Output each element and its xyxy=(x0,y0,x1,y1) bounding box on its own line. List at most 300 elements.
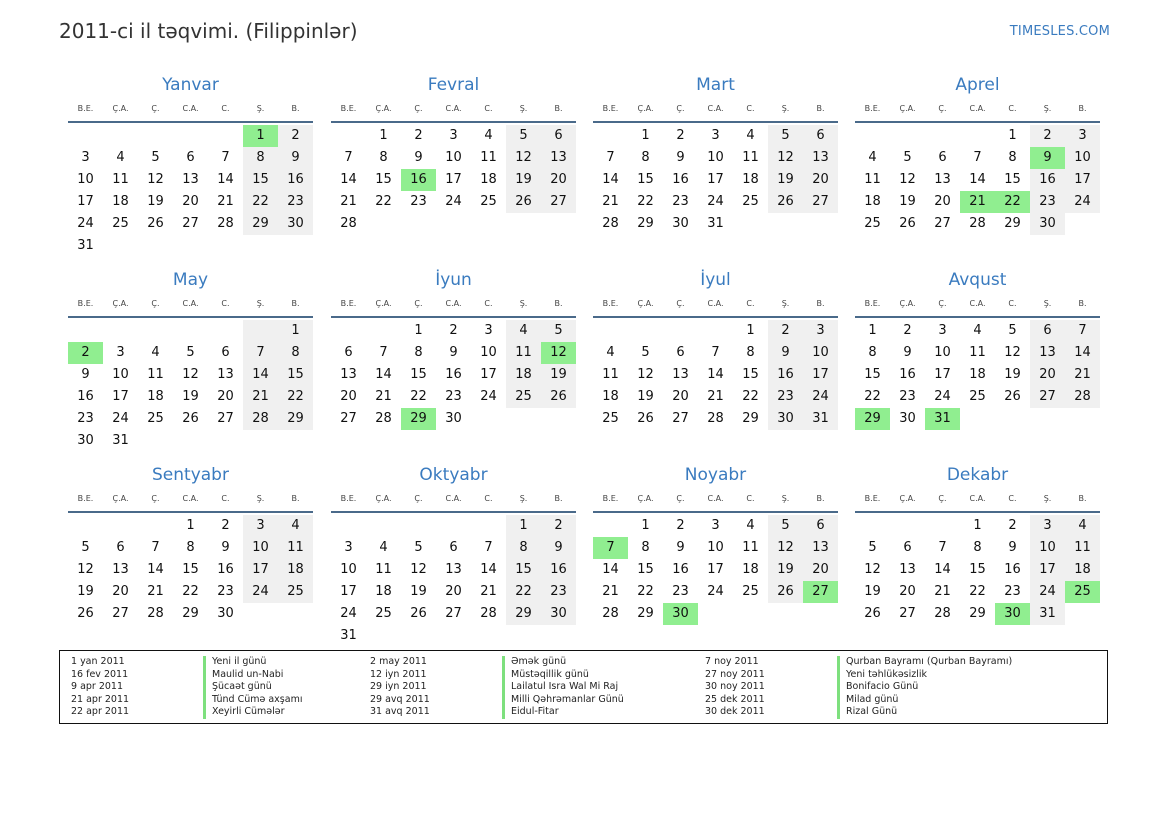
day-cell: 10 xyxy=(77,172,94,187)
month-calendar xyxy=(593,464,838,625)
day-cell: 14 xyxy=(375,367,392,382)
weekday-label: B.E. xyxy=(602,299,619,308)
day-cell: 1 xyxy=(414,323,423,338)
day-cell: 5 xyxy=(414,540,423,555)
holiday-name: Lailatul Isra Wal Mi Raj xyxy=(502,681,618,694)
day-cell: 6 xyxy=(676,345,685,360)
day-cell: 22 xyxy=(278,386,313,408)
day-cell: 20 xyxy=(340,389,357,404)
day-cell: 17 xyxy=(340,584,357,599)
day-cell: 15 xyxy=(243,169,278,191)
empty-cell xyxy=(436,213,471,235)
day-cell: 9 xyxy=(278,147,313,169)
header-rule xyxy=(593,121,838,123)
day-cell: 30 xyxy=(217,606,234,621)
weekday-label: Ç.A. xyxy=(375,299,392,308)
day-cell: 17 xyxy=(480,367,497,382)
day-cell: 16 xyxy=(1004,562,1021,577)
holiday-column xyxy=(370,656,624,719)
day-cell: 17 xyxy=(243,559,278,581)
month-name: İyun xyxy=(435,270,472,290)
day-cell: 16 xyxy=(1030,169,1065,191)
day-cell: 27 xyxy=(899,606,916,621)
weekday-label: Ç.A. xyxy=(899,299,916,308)
day-cell: 22 xyxy=(243,191,278,213)
day-cell: 7 xyxy=(711,345,720,360)
empty-cell xyxy=(1065,408,1100,430)
day-cell: 8 xyxy=(243,147,278,169)
day-cell: 5 xyxy=(903,150,912,165)
day-cell: 22 xyxy=(506,581,541,603)
day-cell: 9 xyxy=(903,345,912,360)
day-cell: 26 xyxy=(77,606,94,621)
month-calendar xyxy=(68,464,313,625)
day-cell: 4 xyxy=(1065,515,1100,537)
day-cell: 6 xyxy=(541,125,576,147)
day-cell: 23 xyxy=(672,194,689,209)
empty-cell xyxy=(803,213,838,235)
day-cell: 29 xyxy=(1004,216,1021,231)
day-cell: 5 xyxy=(1008,323,1017,338)
month-name: Sentyabr xyxy=(152,465,229,485)
day-cell: 2 xyxy=(903,323,912,338)
holiday-row xyxy=(71,694,302,707)
day-cell: 27 xyxy=(803,581,838,603)
holiday-name: Rizal Günü xyxy=(837,706,897,719)
day-cell: 18 xyxy=(864,194,881,209)
day-cell: 8 xyxy=(506,537,541,559)
day-cell: 28 xyxy=(217,216,234,231)
day-cell: 18 xyxy=(1065,559,1100,581)
day-cell: 11 xyxy=(742,540,759,555)
day-cell: 22 xyxy=(637,194,654,209)
day-cell: 8 xyxy=(414,345,423,360)
empty-cell xyxy=(68,515,103,537)
weekday-label: C. xyxy=(221,299,230,308)
weekday-label: Ç. xyxy=(414,104,423,113)
day-cell: 28 xyxy=(375,411,392,426)
day-cell: 9 xyxy=(1008,540,1017,555)
day-cell: 21 xyxy=(375,389,392,404)
weekday-header xyxy=(331,492,576,506)
empty-cell xyxy=(103,320,138,342)
weekday-header xyxy=(331,297,576,311)
day-cell: 8 xyxy=(746,345,755,360)
day-cell: 2 xyxy=(414,128,423,143)
weekday-header xyxy=(68,102,313,116)
day-cell: 11 xyxy=(480,150,497,165)
holiday-name: Qurban Bayramı (Qurban Bayramı) xyxy=(837,656,1012,669)
empty-cell xyxy=(331,515,366,537)
holiday-row xyxy=(705,656,1012,669)
day-cell: 28 xyxy=(147,606,164,621)
empty-cell xyxy=(803,603,838,625)
weekday-label: C.A. xyxy=(182,299,199,308)
day-cell: 16 xyxy=(217,562,234,577)
weekday-label: B. xyxy=(1078,494,1087,503)
day-cell: 5 xyxy=(541,320,576,342)
weekday-label: Ş. xyxy=(519,494,528,503)
holiday-name: Müstəqillik günü xyxy=(502,669,589,682)
empty-cell xyxy=(331,125,366,147)
day-cell: 23 xyxy=(768,386,803,408)
day-cell: 28 xyxy=(707,411,724,426)
day-cell: 23 xyxy=(1004,584,1021,599)
day-cell: 10 xyxy=(803,342,838,364)
empty-cell xyxy=(1065,213,1100,235)
day-cell: 9 xyxy=(414,150,423,165)
day-cell: 9 xyxy=(676,150,685,165)
empty-cell xyxy=(541,408,576,430)
day-cell: 19 xyxy=(864,584,881,599)
month-calendar xyxy=(593,74,838,235)
day-cell: 18 xyxy=(969,367,986,382)
holiday-row xyxy=(705,706,1012,719)
day-cell: 2 xyxy=(221,518,230,533)
day-cell: 21 xyxy=(960,191,995,213)
day-cell: 29 xyxy=(243,213,278,235)
day-cell: 18 xyxy=(480,172,497,187)
day-cell: 3 xyxy=(938,323,947,338)
day-cell: 2 xyxy=(278,125,313,147)
day-cell: 8 xyxy=(641,540,650,555)
empty-cell xyxy=(628,320,663,342)
day-cell: 13 xyxy=(803,147,838,169)
day-cell: 29 xyxy=(855,408,890,430)
day-cell: 24 xyxy=(934,389,951,404)
day-grid xyxy=(331,125,576,235)
weekday-label: B. xyxy=(554,299,563,308)
day-cell: 2 xyxy=(541,515,576,537)
month-name: Oktyabr xyxy=(419,465,488,485)
weekday-label: Ş. xyxy=(1043,494,1052,503)
day-cell: 30 xyxy=(663,603,698,625)
day-cell: 3 xyxy=(81,150,90,165)
day-cell: 20 xyxy=(672,389,689,404)
holiday-row xyxy=(370,706,624,719)
day-cell: 28 xyxy=(602,606,619,621)
month-calendar xyxy=(68,269,313,452)
day-cell: 22 xyxy=(969,584,986,599)
weekday-label: Ş. xyxy=(256,104,265,113)
day-cell: 16 xyxy=(768,364,803,386)
empty-cell xyxy=(208,125,243,147)
day-cell: 25 xyxy=(506,386,541,408)
day-cell: 22 xyxy=(182,584,199,599)
day-cell: 5 xyxy=(768,125,803,147)
day-cell: 10 xyxy=(707,150,724,165)
day-cell: 3 xyxy=(1030,515,1065,537)
holiday-date: 21 apr 2011 xyxy=(71,693,130,705)
weekday-label: B. xyxy=(291,494,300,503)
day-cell: 28 xyxy=(480,606,497,621)
empty-cell xyxy=(768,603,803,625)
day-cell: 24 xyxy=(707,194,724,209)
header-rule xyxy=(855,121,1100,123)
holiday-column xyxy=(71,656,302,719)
day-cell: 8 xyxy=(973,540,982,555)
weekday-label: C. xyxy=(1008,494,1017,503)
day-cell: 27 xyxy=(217,411,234,426)
day-cell: 9 xyxy=(1030,147,1065,169)
day-cell: 21 xyxy=(243,386,278,408)
day-cell: 11 xyxy=(742,150,759,165)
weekday-label: B. xyxy=(291,104,300,113)
day-cell: 27 xyxy=(541,191,576,213)
empty-cell xyxy=(541,213,576,235)
day-cell: 27 xyxy=(1030,386,1065,408)
holiday-row xyxy=(370,669,624,682)
empty-cell xyxy=(138,235,173,257)
day-cell: 11 xyxy=(506,342,541,364)
day-cell: 11 xyxy=(602,367,619,382)
day-cell: 15 xyxy=(1004,172,1021,187)
empty-cell xyxy=(855,125,890,147)
day-cell: 21 xyxy=(1065,364,1100,386)
day-cell: 17 xyxy=(77,194,94,209)
day-cell: 19 xyxy=(147,194,164,209)
weekday-label: Ç. xyxy=(676,104,685,113)
day-cell: 2 xyxy=(449,323,458,338)
day-cell: 19 xyxy=(410,584,427,599)
header-rule xyxy=(68,121,313,123)
weekday-label: B. xyxy=(1078,299,1087,308)
brand-link[interactable]: TIMESLES.COM xyxy=(1009,24,1110,39)
weekday-label: B.E. xyxy=(77,494,94,503)
empty-cell xyxy=(663,320,698,342)
weekday-header xyxy=(855,102,1100,116)
empty-cell xyxy=(103,235,138,257)
weekday-label: B.E. xyxy=(864,104,881,113)
day-grid xyxy=(331,320,576,430)
day-cell: 4 xyxy=(151,345,160,360)
day-cell: 18 xyxy=(278,559,313,581)
day-cell: 21 xyxy=(707,389,724,404)
weekday-label: B.E. xyxy=(340,494,357,503)
day-grid xyxy=(593,320,838,430)
day-cell: 3 xyxy=(484,323,493,338)
day-cell: 26 xyxy=(864,606,881,621)
weekday-label: C. xyxy=(746,104,755,113)
day-grid xyxy=(68,320,313,452)
header-rule xyxy=(68,511,313,513)
day-cell: 5 xyxy=(868,540,877,555)
day-grid xyxy=(855,320,1100,430)
day-cell: 23 xyxy=(410,194,427,209)
month-name: Aprel xyxy=(955,75,1000,95)
day-cell: 1 xyxy=(868,323,877,338)
day-cell: 15 xyxy=(182,562,199,577)
day-cell: 13 xyxy=(803,537,838,559)
day-cell: 12 xyxy=(541,342,576,364)
weekday-label: C. xyxy=(484,104,493,113)
day-cell: 24 xyxy=(480,389,497,404)
weekday-label: Ç.A. xyxy=(112,299,129,308)
day-cell: 11 xyxy=(864,172,881,187)
day-cell: 21 xyxy=(602,194,619,209)
day-cell: 14 xyxy=(480,562,497,577)
weekday-label: Ç.A. xyxy=(637,104,654,113)
day-cell: 7 xyxy=(151,540,160,555)
day-cell: 26 xyxy=(182,411,199,426)
day-cell: 30 xyxy=(541,603,576,625)
holiday-row xyxy=(71,706,302,719)
day-cell: 10 xyxy=(340,562,357,577)
day-cell: 14 xyxy=(707,367,724,382)
day-cell: 13 xyxy=(217,367,234,382)
day-cell: 20 xyxy=(1030,364,1065,386)
holiday-row xyxy=(71,669,302,682)
empty-cell xyxy=(331,320,366,342)
holiday-name: Tünd Cümə axşamı xyxy=(203,694,302,707)
day-cell: 15 xyxy=(375,172,392,187)
day-cell: 11 xyxy=(375,562,392,577)
day-cell: 15 xyxy=(410,367,427,382)
weekday-header xyxy=(593,492,838,506)
empty-cell xyxy=(401,625,436,647)
empty-cell xyxy=(278,235,313,257)
day-cell: 31 xyxy=(77,238,94,253)
holiday-date: 29 avq 2011 xyxy=(370,693,430,705)
holiday-row xyxy=(705,681,1012,694)
weekday-label: Ç. xyxy=(676,494,685,503)
day-cell: 25 xyxy=(375,606,392,621)
day-cell: 17 xyxy=(934,367,951,382)
holiday-name: Yeni il günü xyxy=(203,656,266,669)
weekday-header xyxy=(68,297,313,311)
day-cell: 13 xyxy=(112,562,129,577)
day-cell: 26 xyxy=(768,191,803,213)
weekday-label: Ç. xyxy=(151,494,160,503)
day-cell: 3 xyxy=(116,345,125,360)
day-cell: 18 xyxy=(375,584,392,599)
day-cell: 3 xyxy=(1065,125,1100,147)
empty-cell xyxy=(366,515,401,537)
empty-cell xyxy=(401,213,436,235)
day-cell: 1 xyxy=(746,323,755,338)
weekday-label: B.E. xyxy=(77,299,94,308)
day-cell: 19 xyxy=(1004,367,1021,382)
day-cell: 3 xyxy=(711,518,720,533)
weekday-label: Ş. xyxy=(519,104,528,113)
month-name: Fevral xyxy=(427,75,480,95)
day-cell: 20 xyxy=(803,559,838,581)
day-cell: 24 xyxy=(1065,191,1100,213)
day-cell: 20 xyxy=(899,584,916,599)
day-cell: 25 xyxy=(602,411,619,426)
empty-cell xyxy=(243,430,278,452)
day-cell: 6 xyxy=(116,540,125,555)
empty-cell xyxy=(698,603,733,625)
day-cell: 28 xyxy=(969,216,986,231)
empty-cell xyxy=(593,320,628,342)
day-grid xyxy=(855,515,1100,625)
weekday-label: Ç. xyxy=(151,299,160,308)
day-cell: 28 xyxy=(602,216,619,231)
empty-cell xyxy=(68,125,103,147)
day-cell: 26 xyxy=(541,386,576,408)
day-cell: 31 xyxy=(1030,603,1065,625)
weekday-label: C. xyxy=(1008,104,1017,113)
day-cell: 16 xyxy=(77,389,94,404)
holiday-date: 25 dek 2011 xyxy=(705,693,765,705)
day-cell: 3 xyxy=(711,128,720,143)
day-cell: 1 xyxy=(278,320,313,342)
day-cell: 19 xyxy=(541,364,576,386)
day-cell: 4 xyxy=(606,345,615,360)
day-cell: 30 xyxy=(445,411,462,426)
empty-cell xyxy=(208,430,243,452)
weekday-label: Ş. xyxy=(781,104,790,113)
day-cell: 16 xyxy=(899,367,916,382)
month-calendar xyxy=(68,74,313,257)
day-cell: 18 xyxy=(742,172,759,187)
empty-cell xyxy=(401,515,436,537)
day-cell: 7 xyxy=(593,537,628,559)
empty-cell xyxy=(68,320,103,342)
month-calendar xyxy=(593,269,838,430)
day-cell: 16 xyxy=(672,562,689,577)
day-cell: 27 xyxy=(445,606,462,621)
empty-cell xyxy=(925,515,960,537)
day-grid xyxy=(593,125,838,235)
weekday-label: B.E. xyxy=(864,299,881,308)
weekday-label: Ç.A. xyxy=(637,299,654,308)
empty-cell xyxy=(593,515,628,537)
day-cell: 8 xyxy=(379,150,388,165)
day-cell: 23 xyxy=(77,411,94,426)
day-cell: 1 xyxy=(1008,128,1017,143)
day-cell: 16 xyxy=(401,169,436,191)
holiday-date: 1 yan 2011 xyxy=(71,656,125,667)
day-cell: 30 xyxy=(899,411,916,426)
day-cell: 23 xyxy=(445,389,462,404)
empty-cell xyxy=(733,603,768,625)
day-cell: 20 xyxy=(803,169,838,191)
weekday-label: C.A. xyxy=(969,494,986,503)
weekday-label: Ş. xyxy=(781,494,790,503)
empty-cell xyxy=(855,515,890,537)
day-cell: 6 xyxy=(221,345,230,360)
empty-cell xyxy=(243,235,278,257)
day-cell: 1 xyxy=(186,518,195,533)
day-cell: 27 xyxy=(340,411,357,426)
day-cell: 15 xyxy=(506,559,541,581)
weekday-header xyxy=(593,102,838,116)
day-grid xyxy=(68,515,313,625)
day-cell: 31 xyxy=(112,433,129,448)
day-cell: 27 xyxy=(803,191,838,213)
day-cell: 14 xyxy=(340,172,357,187)
empty-cell xyxy=(103,125,138,147)
day-cell: 19 xyxy=(899,194,916,209)
day-cell: 14 xyxy=(969,172,986,187)
weekday-label: B.E. xyxy=(602,494,619,503)
day-cell: 24 xyxy=(243,581,278,603)
empty-cell xyxy=(925,125,960,147)
weekday-label: B. xyxy=(291,299,300,308)
weekday-label: C. xyxy=(221,494,230,503)
header-rule xyxy=(593,316,838,318)
day-cell: 15 xyxy=(864,367,881,382)
holiday-name: Bonifacio Günü xyxy=(837,681,918,694)
day-cell: 12 xyxy=(768,147,803,169)
empty-cell xyxy=(173,430,208,452)
day-cell: 21 xyxy=(480,584,497,599)
day-cell: 6 xyxy=(449,540,458,555)
empty-cell xyxy=(593,125,628,147)
day-cell: 19 xyxy=(506,169,541,191)
